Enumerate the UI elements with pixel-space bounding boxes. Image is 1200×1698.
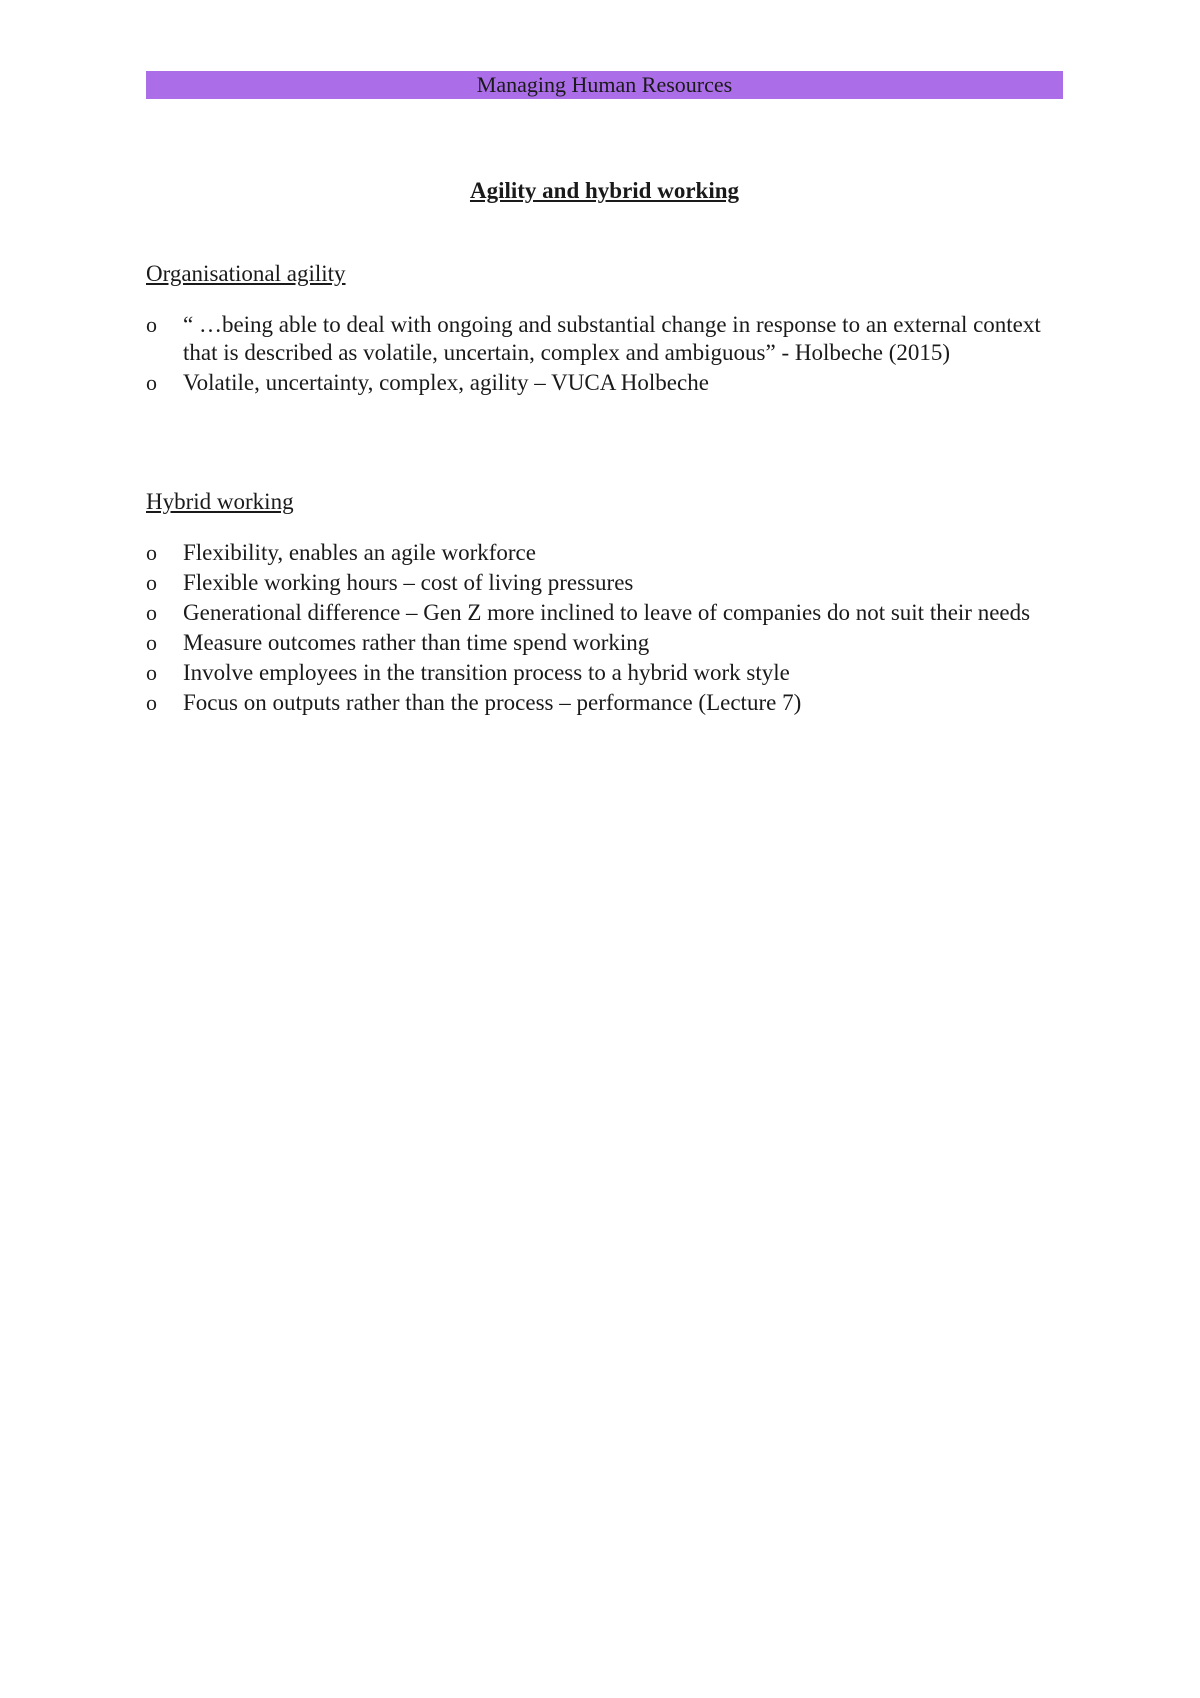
list-item bbox=[146, 689, 1046, 717]
list-item bbox=[146, 599, 1046, 627]
list-item-text: Flexible working hours – cost of living pressures bbox=[183, 570, 634, 595]
list-item-text: Generational difference – Gen Z more inclined to leave of companies do not suit their needs bbox=[183, 600, 1031, 625]
list-item bbox=[146, 311, 1046, 367]
section-organisational-agility bbox=[146, 259, 1046, 399]
bullet-circle-icon: o bbox=[146, 540, 157, 565]
list-item bbox=[146, 659, 1046, 687]
list-item-text: Focus on outputs rather than the process – performance (Lecture 7) bbox=[183, 690, 802, 715]
document-title: Agility and hybrid working bbox=[469, 178, 740, 203]
bullet-circle-icon: o bbox=[146, 600, 157, 625]
section-hybrid-working bbox=[146, 487, 1046, 719]
list-item-text: “ …being able to deal with ongoing and substantial change in response to an external context that is described as volatile, uncertain, complex and ambiguous” - Holbeche (2015) bbox=[183, 312, 1041, 365]
bullet-list bbox=[146, 311, 1046, 397]
header-title: Managing Human Resources bbox=[476, 72, 733, 97]
section-heading: Hybrid working bbox=[146, 489, 294, 514]
bullet-circle-icon: o bbox=[146, 690, 157, 715]
section-heading: Organisational agility bbox=[146, 261, 346, 286]
bullet-list bbox=[146, 539, 1046, 717]
bullet-circle-icon: o bbox=[146, 312, 157, 337]
list-item-text: Volatile, uncertainty, complex, agility – VUCA Holbeche bbox=[183, 370, 709, 395]
bullet-circle-icon: o bbox=[146, 630, 157, 655]
list-item bbox=[146, 369, 1046, 397]
list-item-text: Flexibility, enables an agile workforce bbox=[183, 540, 536, 565]
list-item bbox=[146, 629, 1046, 657]
bullet-circle-icon: o bbox=[146, 370, 157, 395]
bullet-circle-icon: o bbox=[146, 570, 157, 595]
document-header-banner bbox=[146, 71, 1063, 99]
list-item-text: Measure outcomes rather than time spend working bbox=[183, 630, 650, 655]
list-item-text: Involve employees in the transition process to a hybrid work style bbox=[183, 660, 790, 685]
bullet-circle-icon: o bbox=[146, 660, 157, 685]
list-item bbox=[146, 569, 1046, 597]
list-item bbox=[146, 539, 1046, 567]
